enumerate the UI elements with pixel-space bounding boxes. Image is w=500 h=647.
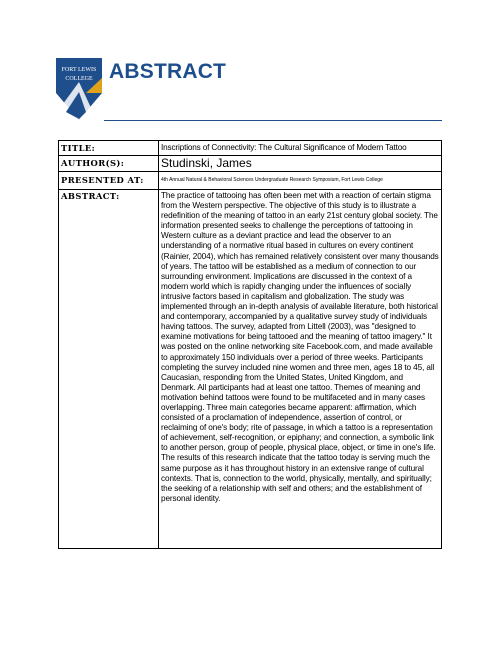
presented-label: PRESENTED AT: (59, 172, 159, 190)
author-row (59, 156, 442, 172)
abstract-row (59, 190, 442, 549)
svg-text:FORT LEWIS: FORT LEWIS (61, 67, 97, 73)
abstract-text: The practice of tattooing has often been met with a reaction of certain stigma from the Western perspective. The objective of this study is to illustrate a redefinition of the meaning of tattoo in an early 21st century global society. The information presented seeks to challenge the perceptions of tattooing in Western culture as a deviant practice and lead the observer to an understanding of a normative ritual based in cultures on every continent (Rainier, 2004), which has remained relatively consistent over many thousands of years. The tattoo will be established as a medium of connection to our surrounding environment. Implications are discussed in the context of a modern world which is rapidly changing under the influences of socially intrusive factors based in capitalism and globalization. The study was implemented through an in-depth analysis of available literature, both historical and contemporary, accompanied by a qualitative survey study of individuals having tattoos. The survey, adapted from Littell (2003), was "designed to examine motivations for being tattooed and the meaning of tattoo imagery." It was posted on the online networking site Facebook.com, and made available to approximately 150 individuals over a period of three weeks. Participants completing the survey included nine women and three men, ages 18 to 45, all Caucasian, responding from the United States, United Kingdom, and Denmark. All participants had at least one tattoo. Themes of meaning and motivation behind tattoos were found to be multifaceted and in many cases overlapping. Three main categories became apparent: affirmation, which consisted of a proclamation of independence, assertion of control, or reclaiming of one's body; rite of passage, in which a tattoo is a representation of achievement, self-recognition, or epiphany; and connection, a symbolic link to another person, group of people, physical place, object, or time in one's life. The results of this research indicate that the tattoo today is serving much the same purpose as it has throughout history in an extensive range of cultural contexts. That is, connection to the world, physically, mentally, and spiritually; the seeking of a relationship with self and others; and the establishment of personal identity. (159, 190, 442, 549)
title-label: TITLE: (59, 141, 159, 156)
college-logo-icon (56, 58, 102, 120)
title-row (59, 141, 442, 156)
title-value: Inscriptions of Connectivity: The Cultural Significance of Modern Tattoo (159, 141, 442, 156)
heading-rule (104, 120, 442, 121)
svg-text:COLLEGE: COLLEGE (65, 76, 93, 82)
presented-value: 4th Annual Natural & Behavioral Sciences Undergraduate Research Symposium, Fort Lewis College (159, 172, 442, 190)
page-heading: ABSTRACT (109, 60, 227, 83)
author-label: AUTHOR(S): (59, 156, 159, 172)
author-value: Studinski, James (159, 156, 442, 172)
abstract-label: ABSTRACT: (59, 190, 159, 549)
college-logo (56, 58, 102, 120)
presented-row (59, 172, 442, 190)
abstract-table (58, 140, 442, 549)
